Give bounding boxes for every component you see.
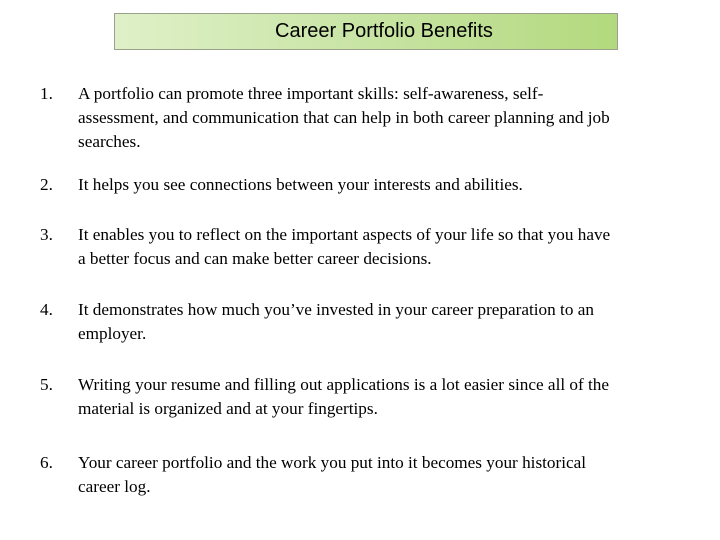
item-text bbox=[78, 82, 702, 154]
item-text bbox=[78, 373, 702, 421]
item-line: employer. bbox=[78, 324, 147, 343]
item-number: 6. bbox=[40, 453, 53, 472]
item-text bbox=[78, 223, 702, 271]
item-line: A portfolio can promote three important skills: self-awareness, self- bbox=[78, 84, 544, 103]
item-line: assessment, and communication that can help in both career planning and job bbox=[78, 108, 610, 127]
item-line: a better focus and can make better career decisions. bbox=[78, 249, 432, 268]
item-line: It demonstrates how much you’ve invested in your career preparation to an bbox=[78, 300, 594, 319]
item-text bbox=[78, 298, 702, 346]
item-line: Writing your resume and filling out applications is a lot easier since all of the bbox=[78, 375, 610, 394]
item-number: 2. bbox=[40, 175, 53, 194]
item-line: It helps you see connections between your interests and abilities. bbox=[78, 175, 523, 194]
title-banner bbox=[114, 13, 618, 50]
item-number: 3. bbox=[40, 225, 53, 244]
item-number: 4. bbox=[40, 300, 53, 319]
item-number: 1. bbox=[40, 84, 53, 103]
item-line: searches. bbox=[78, 132, 141, 151]
item-line: material is organized and at your fingertips. bbox=[78, 399, 378, 418]
page-title: Career Portfolio Benefits bbox=[275, 20, 493, 42]
item-line: It enables you to reflect on the important aspects of your life so that you have bbox=[78, 225, 611, 244]
item-text bbox=[78, 451, 702, 499]
item-line: Your career portfolio and the work you put into it becomes your historical bbox=[78, 453, 587, 472]
item-text bbox=[78, 173, 702, 197]
item-number: 5. bbox=[40, 375, 53, 394]
item-line: career log. bbox=[78, 477, 151, 496]
